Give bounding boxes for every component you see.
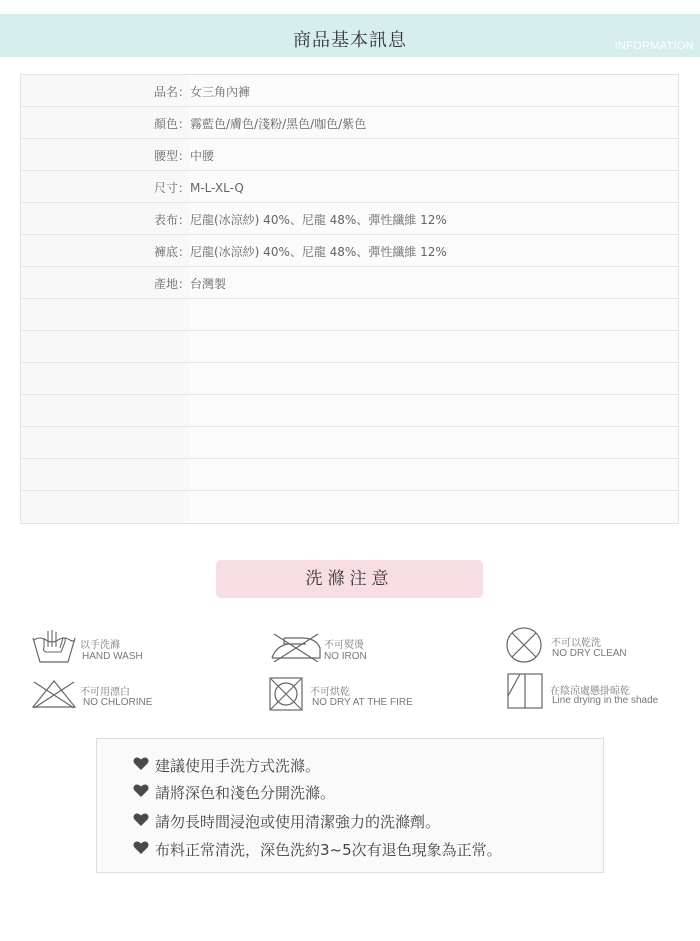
- spec-row-origin: [21, 267, 678, 299]
- care-no-bleach-en: NO CHLORINE: [83, 697, 153, 708]
- spec-row-crotch: [21, 235, 678, 267]
- tips-box: [96, 738, 604, 873]
- care-line-dry-shade-en: Line drying in the shade: [552, 695, 659, 706]
- no-iron-icon: [270, 630, 322, 662]
- spec-row-empty: [21, 491, 678, 523]
- spec-row-empty: [21, 427, 678, 459]
- spec-color: 顏色：霧藍色/膚色/淺粉/黑色/咖色/紫色: [154, 117, 367, 131]
- spec-row-empty: [21, 299, 678, 331]
- hand-wash-icon: [30, 626, 78, 666]
- care-hand-wash: [30, 626, 190, 666]
- spec-size: 尺寸：M-L-XL-Q: [154, 181, 244, 195]
- heart-icon: [133, 783, 149, 798]
- heart-icon: [133, 840, 149, 855]
- care-no-dry-clean-zh: 不可以乾洗: [551, 638, 601, 649]
- tip-text: 布料正常清洗，深色洗約3~5次有退色現象為正常。: [155, 841, 502, 859]
- tip-text: 請勿長時間浸泡或使用清潔強力的洗滌劑。: [155, 813, 441, 831]
- spec-row-empty: [21, 459, 678, 491]
- spec-row-color: [21, 107, 678, 139]
- tip-text: 建議使用手洗方式洗滌。: [155, 757, 321, 775]
- care-line-dry-shade-zh: 在陰涼處懸掛晾乾: [550, 686, 630, 697]
- spec-row-empty: [21, 395, 678, 427]
- no-bleach-icon: [30, 678, 78, 710]
- care-hand-wash-en: HAND WASH: [82, 651, 143, 662]
- info-subtitle: INFORMATION: [614, 40, 694, 52]
- line-dry-shade-icon: [506, 672, 544, 710]
- spec-crotch: 褲底：尼龍(冰涼紗) 40%、尼龍 48%、彈性纖維 12%: [154, 245, 447, 259]
- spec-waist: 腰型：中腰: [154, 149, 215, 163]
- care-no-bleach: [30, 678, 190, 714]
- care-no-iron-en: NO IRON: [324, 651, 367, 662]
- care-hand-wash-zh: 以手洗滌: [80, 640, 120, 651]
- spec-row-size: [21, 171, 678, 203]
- care-no-iron-zh: 不可熨燙: [324, 640, 364, 651]
- no-tumble-dry-icon: [268, 676, 304, 712]
- spec-row-empty: [21, 331, 678, 363]
- care-no-bleach-zh: 不可用漂白: [80, 687, 130, 698]
- care-no-tumble-dry: [268, 676, 438, 714]
- care-no-iron: [270, 630, 430, 666]
- spec-row-name: [21, 75, 678, 107]
- heart-icon: [133, 756, 149, 771]
- info-title: 商品基本訊息: [293, 30, 407, 51]
- spec-name: 品名：女三角內褲: [154, 85, 251, 99]
- tip-text: 請將深色和淺色分開洗滌。: [155, 784, 336, 802]
- care-no-tumble-dry-zh: 不可烘乾: [310, 687, 350, 698]
- no-dry-clean-icon: [505, 626, 543, 664]
- care-no-tumble-dry-en: NO DRY AT THE FIRE: [312, 697, 413, 708]
- spec-row-empty: [21, 363, 678, 395]
- care-line-dry-shade: [506, 672, 686, 712]
- spec-origin: 產地：台灣製: [154, 277, 227, 291]
- wash-title: 洗滌注意: [216, 560, 483, 598]
- spec-row-fabric: [21, 203, 678, 235]
- spec-table: [20, 74, 679, 524]
- care-no-dry-clean: [505, 626, 685, 666]
- spec-row-waist: [21, 139, 678, 171]
- spec-fabric: 表布：尼龍(冰涼紗) 40%、尼龍 48%、彈性纖維 12%: [154, 213, 447, 227]
- care-no-dry-clean-en: NO DRY CLEAN: [552, 648, 627, 659]
- heart-icon: [133, 812, 149, 827]
